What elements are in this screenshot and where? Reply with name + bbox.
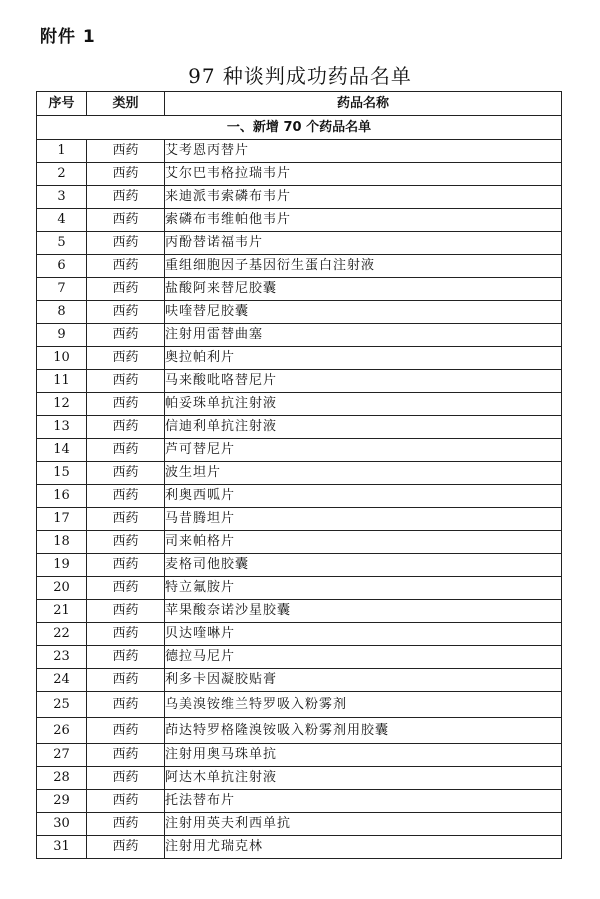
row-category: 西药 <box>87 600 165 623</box>
row-number: 20 <box>37 577 87 600</box>
row-category: 西药 <box>87 669 165 692</box>
table-row <box>37 140 562 163</box>
row-drug-name: 重组细胞因子基因衍生蛋白注射液 <box>165 255 562 278</box>
table-row <box>37 370 562 393</box>
row-drug-name: 注射用尤瑞克林 <box>165 836 562 859</box>
row-number: 1 <box>37 140 87 163</box>
row-drug-name: 利多卡因凝胶贴膏 <box>165 669 562 692</box>
row-drug-name: 艾尔巴韦格拉瑞韦片 <box>165 163 562 186</box>
row-number: 13 <box>37 416 87 439</box>
row-drug-name: 特立氟胺片 <box>165 577 562 600</box>
table-row <box>37 623 562 646</box>
table-row <box>37 324 562 347</box>
row-drug-name: 丙酚替诺福韦片 <box>165 232 562 255</box>
table-row <box>37 554 562 577</box>
row-number: 12 <box>37 393 87 416</box>
header-drug-name: 药品名称 <box>165 92 562 116</box>
row-number: 9 <box>37 324 87 347</box>
table-row <box>37 790 562 813</box>
row-drug-name: 马昔腾坦片 <box>165 508 562 531</box>
row-category: 西药 <box>87 767 165 790</box>
table-row <box>37 416 562 439</box>
row-category: 西药 <box>87 255 165 278</box>
row-category: 西药 <box>87 370 165 393</box>
table-row <box>37 744 562 767</box>
row-number: 10 <box>37 347 87 370</box>
row-number: 11 <box>37 370 87 393</box>
table-row <box>37 186 562 209</box>
table-row <box>37 393 562 416</box>
row-drug-name: 乌美溴铵维兰特罗吸入粉雾剂 <box>165 692 562 718</box>
row-number: 17 <box>37 508 87 531</box>
row-number: 3 <box>37 186 87 209</box>
row-category: 西药 <box>87 186 165 209</box>
row-drug-name: 呋喹替尼胶囊 <box>165 301 562 324</box>
row-drug-name: 司来帕格片 <box>165 531 562 554</box>
row-category: 西药 <box>87 692 165 718</box>
table-row <box>37 600 562 623</box>
table-row <box>37 836 562 859</box>
row-category: 西药 <box>87 813 165 836</box>
row-category: 西药 <box>87 554 165 577</box>
row-number: 25 <box>37 692 87 718</box>
row-drug-name: 麦格司他胶囊 <box>165 554 562 577</box>
row-category: 西药 <box>87 577 165 600</box>
table-row <box>37 718 562 744</box>
table-row <box>37 255 562 278</box>
table-row <box>37 531 562 554</box>
table-row <box>37 278 562 301</box>
row-drug-name: 注射用雷替曲塞 <box>165 324 562 347</box>
table-row <box>37 646 562 669</box>
header-number: 序号 <box>37 92 87 116</box>
row-number: 5 <box>37 232 87 255</box>
row-number: 19 <box>37 554 87 577</box>
row-drug-name: 帕妥珠单抗注射液 <box>165 393 562 416</box>
row-category: 西药 <box>87 462 165 485</box>
row-number: 23 <box>37 646 87 669</box>
row-drug-name: 苹果酸奈诺沙星胶囊 <box>165 600 562 623</box>
section-row <box>37 116 562 140</box>
table-row <box>37 439 562 462</box>
row-category: 西药 <box>87 324 165 347</box>
row-category: 西药 <box>87 393 165 416</box>
table-row <box>37 462 562 485</box>
header-category: 类别 <box>87 92 165 116</box>
row-drug-name: 芦可替尼片 <box>165 439 562 462</box>
row-category: 西药 <box>87 301 165 324</box>
document-title: 97 种谈判成功药品名单 <box>188 64 412 88</box>
row-number: 27 <box>37 744 87 767</box>
row-category: 西药 <box>87 485 165 508</box>
row-category: 西药 <box>87 140 165 163</box>
row-drug-name: 注射用英夫利西单抗 <box>165 813 562 836</box>
table-row <box>37 209 562 232</box>
row-number: 31 <box>37 836 87 859</box>
table-row <box>37 813 562 836</box>
table-header-row <box>37 92 562 116</box>
row-category: 西药 <box>87 718 165 744</box>
row-category: 西药 <box>87 790 165 813</box>
row-category: 西药 <box>87 209 165 232</box>
row-number: 7 <box>37 278 87 301</box>
row-drug-name: 注射用奥马珠单抗 <box>165 744 562 767</box>
row-category: 西药 <box>87 347 165 370</box>
row-number: 26 <box>37 718 87 744</box>
attachment-label: 附件 1 <box>40 27 96 47</box>
row-number: 16 <box>37 485 87 508</box>
row-category: 西药 <box>87 232 165 255</box>
row-number: 22 <box>37 623 87 646</box>
row-drug-name: 马来酸吡咯替尼片 <box>165 370 562 393</box>
table-row <box>37 347 562 370</box>
row-drug-name: 托法替布片 <box>165 790 562 813</box>
row-category: 西药 <box>87 836 165 859</box>
table-row <box>37 232 562 255</box>
row-category: 西药 <box>87 163 165 186</box>
row-drug-name: 贝达喹啉片 <box>165 623 562 646</box>
row-number: 2 <box>37 163 87 186</box>
table-row <box>37 669 562 692</box>
row-number: 4 <box>37 209 87 232</box>
section-title: 一、新增 70 个药品名单 <box>37 116 562 140</box>
row-number: 29 <box>37 790 87 813</box>
row-category: 西药 <box>87 531 165 554</box>
table-row <box>37 301 562 324</box>
row-number: 6 <box>37 255 87 278</box>
row-drug-name: 利奥西呱片 <box>165 485 562 508</box>
row-number: 18 <box>37 531 87 554</box>
row-number: 30 <box>37 813 87 836</box>
row-category: 西药 <box>87 439 165 462</box>
row-drug-name: 阿达木单抗注射液 <box>165 767 562 790</box>
row-number: 15 <box>37 462 87 485</box>
row-drug-name: 艾考恩丙替片 <box>165 140 562 163</box>
row-category: 西药 <box>87 278 165 301</box>
drug-list-table <box>36 91 562 859</box>
table-row <box>37 577 562 600</box>
row-category: 西药 <box>87 744 165 767</box>
row-drug-name: 索磷布韦维帕他韦片 <box>165 209 562 232</box>
row-category: 西药 <box>87 646 165 669</box>
row-drug-name: 茚达特罗格隆溴铵吸入粉雾剂用胶囊 <box>165 718 562 744</box>
table-row <box>37 692 562 718</box>
row-number: 21 <box>37 600 87 623</box>
row-drug-name: 来迪派韦索磷布韦片 <box>165 186 562 209</box>
row-number: 8 <box>37 301 87 324</box>
row-category: 西药 <box>87 623 165 646</box>
row-drug-name: 信迪利单抗注射液 <box>165 416 562 439</box>
table-row <box>37 163 562 186</box>
row-drug-name: 盐酸阿来替尼胶囊 <box>165 278 562 301</box>
row-drug-name: 波生坦片 <box>165 462 562 485</box>
row-number: 24 <box>37 669 87 692</box>
table-row <box>37 508 562 531</box>
row-number: 14 <box>37 439 87 462</box>
row-drug-name: 奥拉帕利片 <box>165 347 562 370</box>
row-number: 28 <box>37 767 87 790</box>
row-category: 西药 <box>87 416 165 439</box>
table-row <box>37 485 562 508</box>
row-drug-name: 德拉马尼片 <box>165 646 562 669</box>
table-row <box>37 767 562 790</box>
row-category: 西药 <box>87 508 165 531</box>
